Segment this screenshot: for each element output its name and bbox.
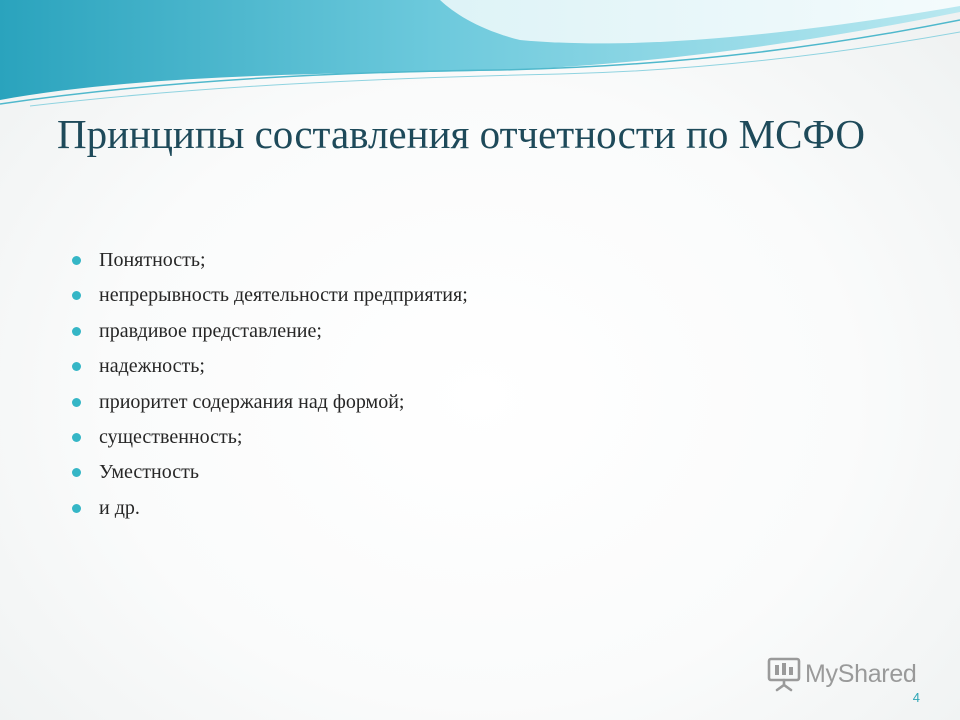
list-item-text: надежность; (99, 355, 205, 378)
watermark-logo (766, 656, 917, 692)
watermark-text: MyShared (805, 659, 917, 688)
list-item (72, 278, 468, 313)
list-item-text: непрерывность деятельности предприятия; (99, 284, 468, 307)
bullet-dot-icon (72, 291, 81, 300)
list-item (72, 243, 468, 278)
decorative-wave (0, 0, 960, 110)
slide-title: Принципы составления отчетности по МСФО (57, 111, 865, 157)
bullet-dot-icon (72, 398, 81, 407)
list-item-text: Уместность (99, 461, 199, 484)
list-item (72, 314, 468, 349)
bullet-dot-icon (72, 468, 81, 477)
list-item-text: приоритет содержания над формой; (99, 390, 405, 413)
list-item-text: правдивое представление; (99, 319, 322, 342)
bullet-dot-icon (72, 362, 81, 371)
bullet-list (72, 243, 468, 526)
list-item (72, 420, 468, 455)
list-item (72, 455, 468, 490)
list-item (72, 349, 468, 384)
list-item-text: и др. (99, 496, 140, 519)
list-item-text: существенность; (99, 425, 243, 448)
page-number: 4 (912, 690, 920, 705)
list-item (72, 491, 468, 526)
list-item-text: Понятность; (99, 249, 206, 271)
bullet-dot-icon (72, 256, 81, 265)
list-item (72, 385, 468, 420)
bullet-dot-icon (72, 327, 81, 336)
bullet-dot-icon (72, 504, 81, 513)
bullet-dot-icon (72, 433, 81, 442)
presentation-screen-icon (766, 656, 802, 692)
